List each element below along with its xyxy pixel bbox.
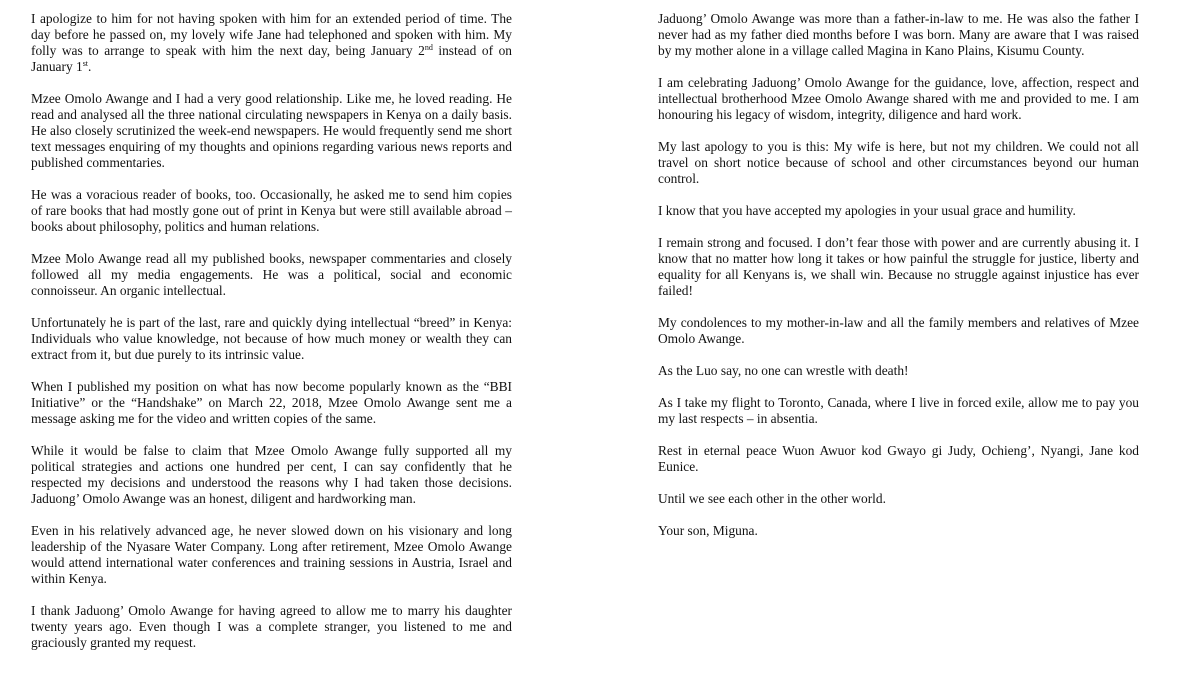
- paragraph-rest-in-peace: Rest in eternal peace Wuon Awuor kod Gwayo gi Judy, Ochieng’, Nyangi, Jane kod Eunice.: [658, 443, 1139, 474]
- paragraph-flight-to-toronto: As I take my flight to Toronto, Canada, where I live in forced exile, allow me to pay you my last respects – in absentia.: [658, 395, 1139, 426]
- paragraph-apology-text-b: instead of on January 1: [31, 43, 512, 74]
- paragraph-relationship: Mzee Omolo Awange and I had a very good relationship. Like me, he loved reading. He read and analysed all the three national circulating newspapers in Kenya on a daily basis. He also closely scrutinized the week-end newspapers. He would frequently send me short text messages enquiring of my thoughts and opinions regarding various news reports and published commentaries.: [31, 91, 512, 170]
- paragraph-father-figure: Jaduong’ Omolo Awange was more than a father-in-law to me. He was also the father I never had as my father died months before I was born. Many are aware that I was raised by my mother alone in a village called Magina in Kano Plains, Kisumu County.: [658, 11, 1139, 58]
- paragraph-marriage-thanks: I thank Jaduong’ Omolo Awange for having agreed to allow me to marry his daughter twenty years ago. Even though I was a complete stranger, you listened to me and graciously granted my request.: [31, 603, 512, 650]
- paragraph-strong-focused: I remain strong and focused. I don’t fear those with power and are currently abusing it. I know that no matter how long it takes or how painful the struggle for justice, liberty and equality for all Kenyans is, we shall win. Because no struggle against injustice has ever failed!: [658, 235, 1139, 298]
- paragraph-bbi-initiative: When I published my position on what has now become popularly known as the “BBI Initiative” or the “Handshake” on March 22, 2018, Mzee Omolo Awange sent me a message asking me for the video and written copies of the same.: [31, 379, 512, 426]
- paragraph-intellectual-breed: Unfortunately he is part of the last, rare and quickly dying intellectual “breed” in Kenya: Individuals who value knowledge, not because of how much money or wealth they can extract from it, but due purely to its intrinsic value.: [31, 315, 512, 362]
- ordinal-suffix-st: st: [82, 59, 89, 68]
- left-column: [31, 11, 512, 667]
- paragraph-political-support: While it would be false to claim that Mzee Omolo Awange fully supported all my political strategies and actions one hundred per cent, I can say confidently that he respected my decisions and understood the reasons why I had taken those decisions. Jaduong’ Omolo Awange was an honest, diligent and hardworking man.: [31, 443, 512, 506]
- paragraph-last-apology: My last apology to you is this: My wife is here, but not my children. We could not all travel on short notice because of school and other circumstances beyond our human control.: [658, 139, 1139, 186]
- paragraph-apology-text-a: I apologize to him for not having spoken with him for an extended period of time. The day before he passed on, my lovely wife Jane had telephoned and spoken with him. My folly was to arrange to speak with him the next day, being January 2: [31, 11, 512, 58]
- paragraph-apology-text-c: .: [88, 59, 92, 74]
- paragraph-accepted-apologies: I know that you have accepted my apologies in your usual grace and humility.: [658, 203, 1076, 218]
- paragraph-water-company: Even in his relatively advanced age, he never slowed down on his visionary and long leadership of the Nyasare Water Company. Long after retirement, Mzee Omolo Awange would attend international water conferences and training sessions in Austria, Israel and within Kenya.: [31, 523, 512, 586]
- paragraph-celebration: I am celebrating Jaduong’ Omolo Awange for the guidance, love, affection, respect and intellectual brotherhood Mzee Omolo Awange shared with me and provided to me. I am honouring his legacy of wisdom, integrity, diligence and hard work.: [658, 75, 1139, 122]
- paragraph-condolences: My condolences to my mother-in-law and all the family members and relatives of Mzee Omolo Awange.: [658, 315, 1139, 346]
- paragraph-signature: Your son, Miguna.: [658, 523, 758, 538]
- paragraph-until-we-meet: Until we see each other in the other world.: [658, 491, 886, 506]
- paragraph-apology: [31, 11, 512, 75]
- paragraph-luo-saying: As the Luo say, no one can wrestle with death!: [658, 363, 909, 378]
- paragraph-published-works: Mzee Molo Awange read all my published books, newspaper commentaries and closely followed all my media engagements. He was a political, social and economic connoisseur. An organic intellectual.: [31, 251, 512, 298]
- paragraph-books: He was a voracious reader of books, too. Occasionally, he asked me to send him copies of rare books that had mostly gone out of print in Kenya but were still available abroad – books about philosophy, politics and human relations.: [31, 187, 512, 234]
- ordinal-suffix-nd: nd: [424, 43, 433, 52]
- right-column: [658, 11, 1139, 555]
